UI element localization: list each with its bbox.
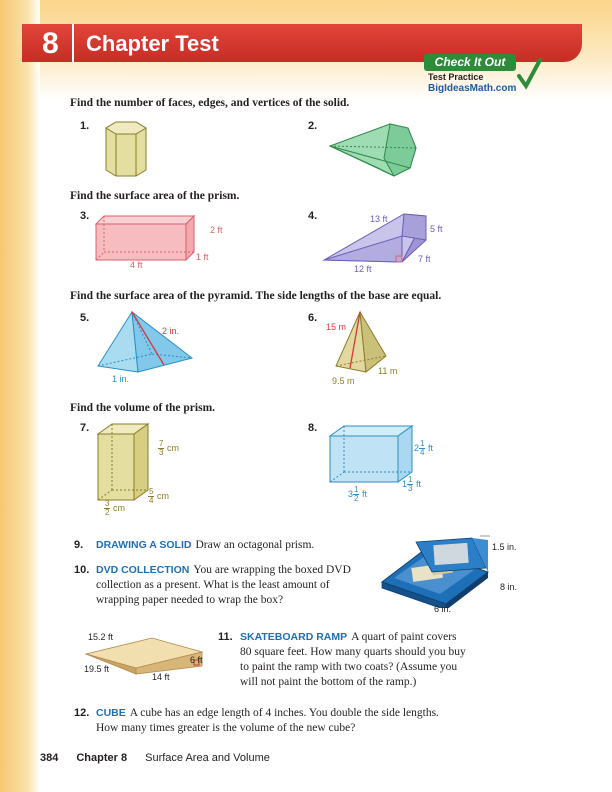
- footer-chapter-name: Surface Area and Volume: [145, 752, 270, 764]
- q11-number: 11.: [218, 631, 233, 643]
- instruction-pyramid-sa: Find the surface area of the pyramid. The side lengths of the base are equal.: [70, 290, 442, 302]
- p7-width-unit: cm: [112, 502, 125, 513]
- left-band: [0, 0, 40, 792]
- instruction-volume: Find the volume of the prism.: [70, 402, 216, 414]
- problem-1-number: 1.: [80, 120, 90, 132]
- p8-height-unit: ft: [427, 442, 433, 453]
- p8-depth-unit: ft: [415, 478, 421, 489]
- q12-line-2: How many times greater is the volume of the new cube?: [96, 722, 356, 734]
- hexagonal-prism-figure: [96, 118, 156, 180]
- p5-slant-label: 2 in.: [162, 326, 180, 336]
- problem-4-number: 4.: [308, 210, 318, 222]
- hexagonal-pyramid-figure: [328, 118, 420, 182]
- page-footer: [40, 752, 270, 764]
- p7-height-label: [158, 440, 179, 457]
- problem-7-number: 7.: [80, 422, 90, 434]
- q10-line-2: collection as a present. What is the least amount of: [96, 579, 330, 591]
- problem-2-number: 2.: [308, 120, 318, 132]
- question-9: [74, 538, 314, 553]
- p8-height-num: 1: [420, 439, 425, 448]
- rectangular-prism-figure: [90, 212, 210, 272]
- p7-depth-num: 5: [149, 487, 154, 496]
- q12-number: 12.: [74, 707, 90, 719]
- q9-number: 9.: [74, 539, 84, 551]
- p7-height-num: 7: [159, 439, 164, 448]
- q9-text: Draw an octagonal prism.: [195, 539, 315, 551]
- p7-width-den: 2: [105, 508, 110, 517]
- q10-number: 10.: [74, 564, 90, 576]
- problem-3-number: 3.: [80, 210, 90, 222]
- problem-8-number: 8.: [308, 422, 318, 434]
- p8-depth-num: 1: [408, 475, 413, 484]
- p6-slant-label: 15 m: [326, 322, 347, 332]
- q11-line-3: to paint the ramp with two coats? (Assume you: [240, 661, 458, 673]
- q11-line-2: 80 square feet. How many quarts should you buy: [240, 646, 466, 658]
- q12-line-1: A cube has an edge length of 4 inches. You double the side lengths.: [129, 707, 439, 719]
- p7-depth-unit: cm: [156, 490, 169, 501]
- chapter-number: 8: [42, 27, 59, 60]
- p8-width-label: [348, 486, 367, 503]
- p7-height-den: 3: [159, 448, 164, 457]
- ramp-height-label: 6 ft: [190, 655, 203, 665]
- checkmark-icon: [516, 56, 542, 94]
- square-pyramid-figure: [96, 310, 196, 376]
- p7-depth-den: 4: [149, 496, 154, 505]
- p8-width-unit: ft: [361, 488, 367, 499]
- q12-heading: CUBE: [96, 707, 126, 719]
- p7-width-num: 3: [105, 499, 110, 508]
- p3-length-label: 4 ft: [130, 260, 143, 270]
- p8-height-whole: 2: [414, 442, 420, 453]
- tall-prism-figure: [94, 420, 154, 504]
- chapter-divider: [72, 24, 74, 62]
- q11-heading: SKATEBOARD RAMP: [240, 631, 348, 643]
- q11-line-4: will not paint the bottom of the ramp.): [240, 676, 417, 688]
- p8-width-num: 1: [354, 485, 359, 494]
- instruction-prism-sa: Find the surface area of the prism.: [70, 190, 240, 202]
- p8-width-den: 2: [354, 494, 359, 503]
- q9-heading: DRAWING A SOLID: [96, 539, 192, 551]
- p8-height-label: [414, 440, 433, 457]
- p6-base-label: 9.5 m: [332, 376, 355, 386]
- p8-depth-label: [402, 476, 421, 493]
- test-practice-label: Test Practice: [428, 72, 484, 82]
- p8-depth-den: 3: [408, 484, 413, 493]
- q11-line-1: A quart of paint covers: [351, 631, 457, 643]
- question-10: [74, 563, 374, 608]
- page-title: Chapter Test: [86, 31, 219, 56]
- footer-chapter: Chapter 8: [76, 752, 128, 764]
- p8-width-whole: 3: [348, 488, 354, 499]
- p7-depth-label: [148, 488, 169, 505]
- ramp-depth-label: 14 ft: [152, 672, 170, 682]
- problem-6-number: 6.: [308, 312, 318, 324]
- question-11: [218, 630, 518, 690]
- dvd-length-label: 8 in.: [500, 582, 518, 592]
- p7-width-label: [104, 500, 125, 517]
- page-number: 384: [40, 752, 59, 764]
- q10-line-1: You are wrapping the boxed DVD: [193, 564, 351, 576]
- check-it-out-label: Check It Out: [424, 54, 516, 71]
- check-it-out-badge[interactable]: [424, 54, 542, 96]
- p8-depth-whole: 1: [402, 478, 408, 489]
- problem-5-number: 5.: [80, 312, 90, 324]
- question-12: [74, 706, 494, 736]
- p4-height-label: 5 ft: [430, 224, 443, 234]
- p3-width-label: 1 ft: [196, 252, 209, 262]
- dvd-box-figure: [376, 532, 496, 608]
- p7-height-unit: cm: [166, 442, 179, 453]
- ramp-top-label: 15.2 ft: [88, 632, 114, 642]
- p8-height-den: 4: [420, 448, 425, 457]
- p6-side-label: 11 m: [378, 366, 398, 376]
- p4-depth-label: 7 ft: [418, 254, 431, 264]
- instruction-faces: Find the number of faces, edges, and vertices of the solid.: [70, 97, 350, 109]
- p4-base-label: 12 ft: [354, 264, 372, 274]
- p4-hyp-label: 13 ft: [370, 214, 388, 224]
- dvd-width-label: 6 in.: [434, 604, 452, 614]
- dvd-height-label: 1.5 in.: [492, 542, 517, 552]
- p5-base-label: 1 in.: [112, 374, 130, 384]
- p3-height-label: 2 ft: [210, 225, 223, 235]
- ramp-base-label: 19.5 ft: [84, 664, 110, 674]
- q10-line-3: wrapping paper needed to wrap the box?: [96, 594, 284, 606]
- q10-heading: DVD COLLECTION: [96, 564, 190, 576]
- site-link[interactable]: BigIdeasMath.com: [428, 83, 517, 94]
